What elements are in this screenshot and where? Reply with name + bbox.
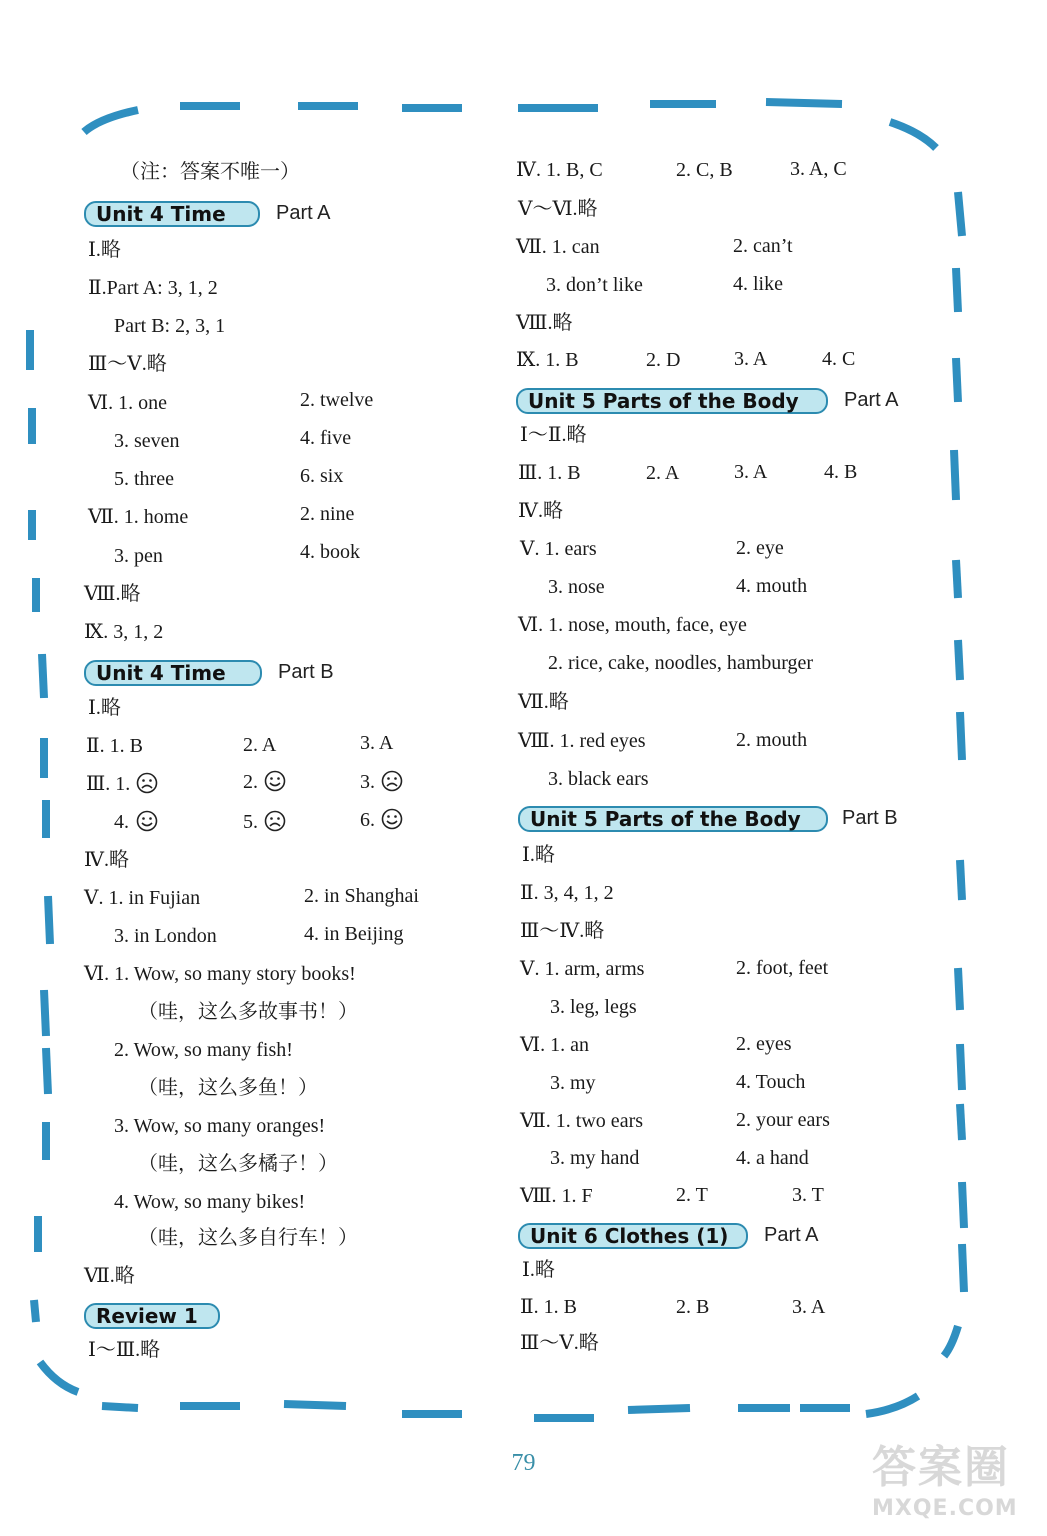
section-title-review-1: Review 1 <box>84 1303 220 1329</box>
answer-line: 2. mouth <box>736 729 808 751</box>
answer-line: 4. B <box>824 461 858 483</box>
answer-line: 2. T <box>676 1184 708 1206</box>
answer-line: 2. eyes <box>736 1033 792 1055</box>
answer-line: Ⅶ.略 <box>518 691 569 713</box>
answer-line: 2. nine <box>300 503 355 525</box>
answer-line: Ⅵ. 1. nose, mouth, face, eye <box>518 614 747 636</box>
answer-line: 3. A <box>734 348 768 370</box>
answer-line: 5. <box>243 811 258 833</box>
answer-line: 3. A <box>360 732 394 754</box>
answer-line: 3. Wow, so many oranges! <box>114 1115 326 1137</box>
answer-line: Ⅲ. 1. <box>86 773 131 795</box>
section-title-unit4-part-b: Unit 4 Time <box>84 660 262 686</box>
answer-line: Ⅴ～Ⅵ.略 <box>518 198 598 220</box>
answer-line: 2. A <box>243 734 277 756</box>
answer-line: Ⅳ.略 <box>84 849 129 871</box>
section-part-label: Part B <box>278 661 334 683</box>
answer-line: 3. don’t like <box>546 274 643 296</box>
answer-line: 3. nose <box>548 576 605 598</box>
answer-line: Ⅴ. 1. in Fujian <box>84 887 201 909</box>
answer-line: Ⅱ. 3, 4, 1, 2 <box>520 882 614 904</box>
answer-line: 4. in Beijing <box>304 923 404 945</box>
answer-line: 4. C <box>822 348 856 370</box>
face-icon-sad <box>264 810 286 835</box>
answer-line: 3. leg, legs <box>550 996 637 1018</box>
answer-line: （哇，这么多自行车！） <box>138 1227 358 1249</box>
answer-line: 4. a hand <box>736 1147 809 1169</box>
answer-note: （注：答案不唯一） <box>120 161 300 183</box>
answer-line: Ⅰ.略 <box>522 1259 555 1281</box>
answer-line: Ⅸ. 3, 1, 2 <box>84 621 164 643</box>
answer-line: 3. A, C <box>790 158 847 180</box>
answer-line: Ⅴ. 1. ears <box>520 538 597 560</box>
answer-line: 6. <box>360 809 375 831</box>
answer-line: 4. book <box>300 541 360 563</box>
answer-line: 2. in Shanghai <box>304 885 419 907</box>
answer-line: 2. your ears <box>736 1109 830 1131</box>
answer-line: 4. mouth <box>736 575 808 597</box>
answer-line: 3. A <box>792 1296 826 1318</box>
answer-line: 4. five <box>300 427 352 449</box>
answer-line: Ⅵ. 1. an <box>520 1034 589 1056</box>
answer-line: Ⅵ. 1. Wow, so many story books! <box>84 963 356 985</box>
page-number: 79 <box>511 1450 536 1476</box>
answer-line: 3. pen <box>114 545 163 567</box>
section-part-label: Part A <box>276 202 331 224</box>
answer-line: Ⅰ～Ⅲ.略 <box>88 1339 161 1361</box>
answer-line: Ⅰ～Ⅱ.略 <box>520 424 587 446</box>
answer-line: Ⅶ. 1. home <box>88 506 189 528</box>
face-icon-happy <box>136 810 158 835</box>
face-icon-sad <box>381 770 403 795</box>
answer-line: Ⅲ～Ⅴ.略 <box>520 1332 599 1354</box>
section-part-label: Part B <box>842 807 898 829</box>
answer-line: Ⅷ.略 <box>516 312 573 334</box>
answer-line: 2. rice, cake, noodles, hamburger <box>548 652 814 674</box>
face-icon-happy <box>264 770 286 795</box>
answer-line: （哇，这么多鱼！） <box>138 1077 318 1099</box>
section-title-unit4-part-a: Unit 4 Time <box>84 201 260 227</box>
section-part-label: Part A <box>764 1224 819 1246</box>
answer-line: （哇，这么多橘子！） <box>138 1153 338 1175</box>
answer-line: Ⅲ. 1. B <box>518 462 581 484</box>
answer-line: 2. B <box>676 1296 710 1318</box>
section-title-unit5-part-a: Unit 5 Parts of the Body <box>516 388 828 414</box>
answer-line: 3. my <box>550 1072 596 1094</box>
answer-line: 2. twelve <box>300 389 374 411</box>
answer-line: 2. <box>243 771 258 793</box>
answer-line: Ⅷ. 1. F <box>520 1185 593 1207</box>
answer-line: Ⅸ. 1. B <box>516 349 579 371</box>
answer-line: Ⅴ. 1. arm, arms <box>520 958 645 980</box>
answer-line: 2. can’t <box>733 235 793 257</box>
answer-line: 3. T <box>792 1184 824 1206</box>
answer-line: Ⅱ. 1. B <box>86 735 143 757</box>
answer-line: Part B: 2, 3, 1 <box>114 315 226 337</box>
face-icon-sad <box>136 772 158 797</box>
answer-line: 3. seven <box>114 430 180 452</box>
answer-line: Ⅲ～Ⅴ.略 <box>88 353 167 375</box>
answer-line: Ⅶ. 1. can <box>516 236 600 258</box>
answer-line: （哇，这么多故事书！） <box>138 1001 358 1023</box>
answer-line: 4. <box>114 811 129 833</box>
answer-line: 2. D <box>646 349 681 371</box>
face-icon-happy <box>381 808 403 833</box>
answer-line: Ⅰ.略 <box>88 697 121 719</box>
answer-line: Ⅳ.略 <box>518 500 563 522</box>
answer-line: 3. A <box>734 461 768 483</box>
answer-line: 3. my hand <box>550 1147 640 1169</box>
answer-line: Ⅱ.Part A: 3, 1, 2 <box>88 277 218 299</box>
answer-line: 2. A <box>646 462 680 484</box>
answer-line: 2. eye <box>736 537 784 559</box>
answer-line: 5. three <box>114 468 174 490</box>
answer-line: 4. Wow, so many bikes! <box>114 1191 306 1213</box>
answer-line: 2. foot, feet <box>736 957 829 979</box>
watermark-logo: 答案圈 MXQE.COM <box>872 1442 1018 1521</box>
answer-line: Ⅰ.略 <box>88 239 121 261</box>
answer-line: Ⅷ. 1. red eyes <box>518 730 646 752</box>
answer-line: 4. Touch <box>736 1071 806 1093</box>
answer-line: 3. <box>360 771 375 793</box>
answer-line: 6. six <box>300 465 344 487</box>
answer-line: Ⅶ. 1. two ears <box>520 1110 644 1132</box>
answer-line: 3. black ears <box>548 768 649 790</box>
answer-line: 2. Wow, so many fish! <box>114 1039 293 1061</box>
answer-line: Ⅶ.略 <box>84 1265 135 1287</box>
answer-line: 4. like <box>733 273 783 295</box>
answer-line: 3. in London <box>114 925 217 947</box>
answer-line: Ⅱ. 1. B <box>520 1296 577 1318</box>
section-title-unit6-part-a: Unit 6 Clothes (1) <box>518 1223 748 1249</box>
answer-line: Ⅵ. 1. one <box>88 392 167 414</box>
answer-line: Ⅰ.略 <box>522 844 555 866</box>
answer-line: 2. C, B <box>676 159 733 181</box>
section-title-unit5-part-b: Unit 5 Parts of the Body <box>518 806 828 832</box>
answer-line: Ⅲ～Ⅳ.略 <box>520 920 605 942</box>
answer-line: Ⅳ. 1. B, C <box>516 159 603 181</box>
answer-line: Ⅷ.略 <box>84 583 141 605</box>
section-part-label: Part A <box>844 389 899 411</box>
